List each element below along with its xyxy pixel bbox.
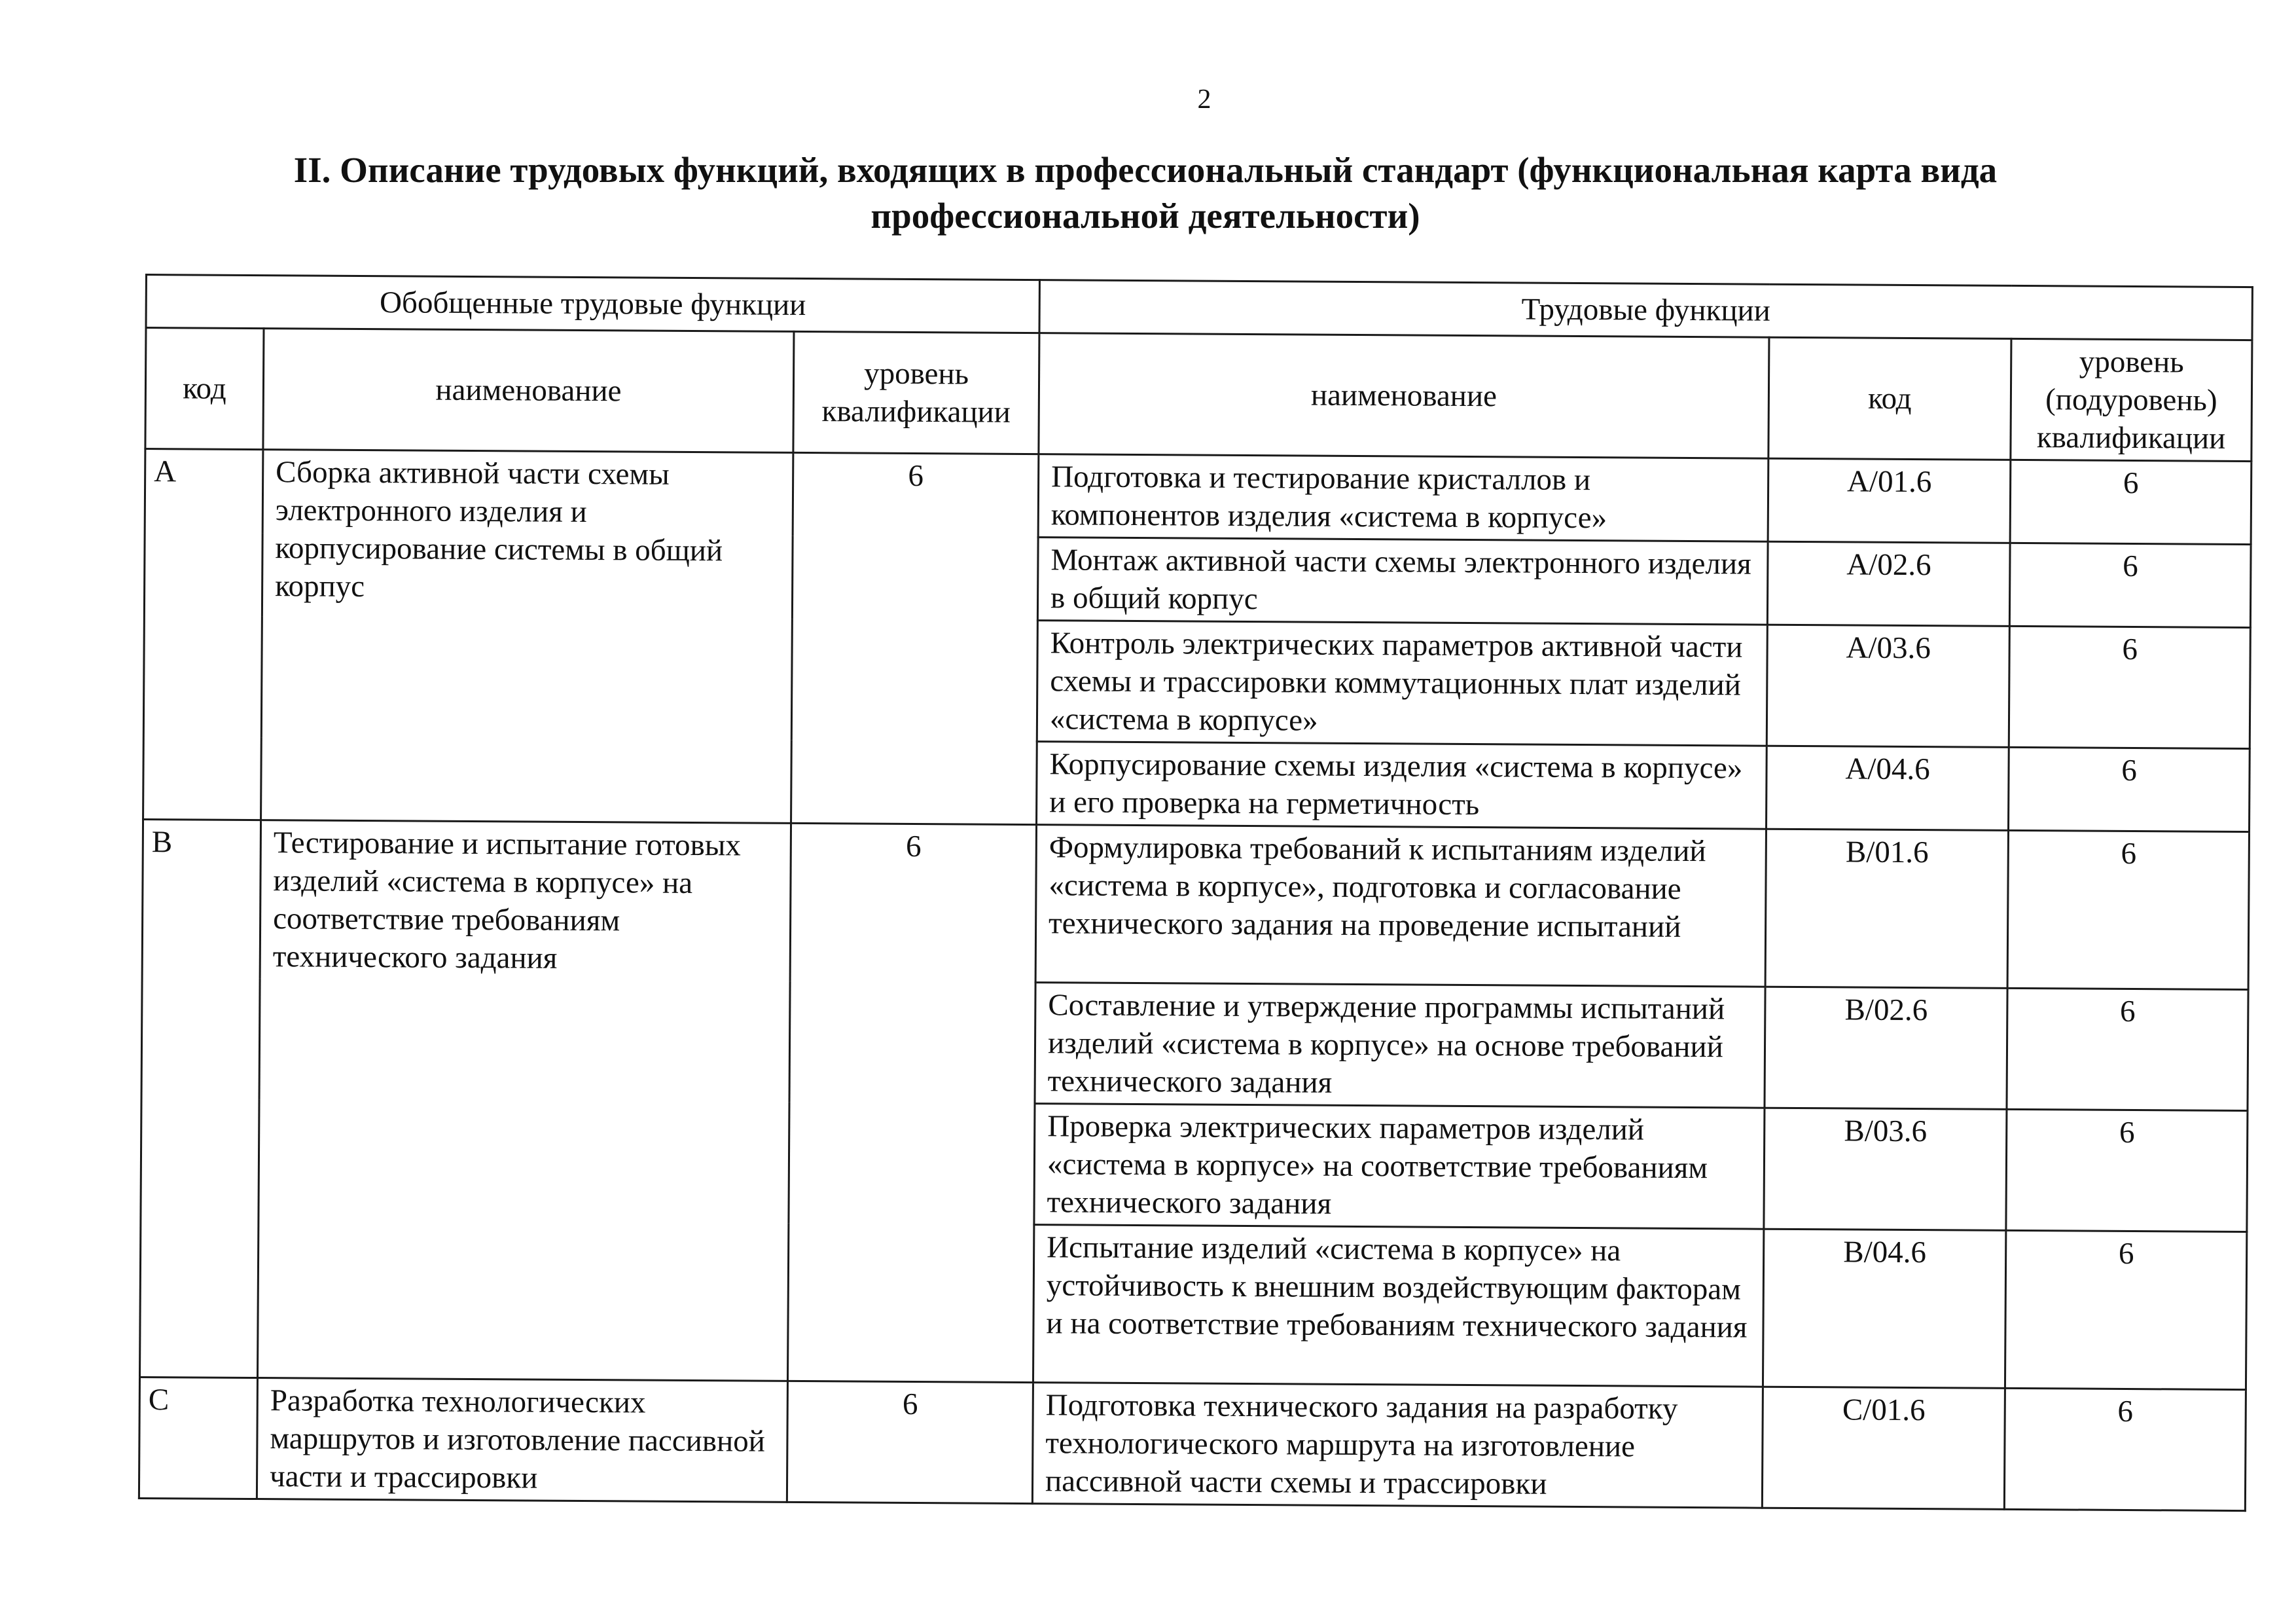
gen-code-cell: A (143, 449, 263, 820)
column-header-row (145, 328, 2252, 462)
tf-level-cell: 6 (2004, 1388, 2246, 1510)
tf-name-cell: Корпусирование схемы изделия «система в корпусе» и его проверка на герметичность (1037, 742, 1767, 830)
tf-name-cell: Испытание изделий «система в корпусе» на устойчивость к внешним воздействующим факторам и на соответствие требованиям технического задания (1033, 1225, 1763, 1387)
gen-name-cell: Разработка технологических маршрутов и изготовление пассивной части и трассировки (257, 1378, 787, 1503)
gen-code-cell: B (139, 819, 260, 1377)
tf-code-cell: B/02.6 (1765, 987, 2007, 1109)
tf-level-cell: 6 (2005, 1230, 2246, 1389)
tf-name-cell: Подготовка технического задания на разработку технологического маршрута на изготовление пассивной части схемы и трассировки (1032, 1383, 1763, 1508)
tf-name-header: наименование (1039, 333, 1769, 459)
tf-code-header: код (1768, 337, 2011, 460)
tf-code-cell: B/01.6 (1765, 829, 2008, 988)
gen-code-cell: C (139, 1377, 257, 1499)
functional-map-table-container (138, 274, 2253, 1512)
tf-level-header: уровень (подуровень) квалификации (2011, 338, 2252, 461)
tf-name-cell: Подготовка и тестирование кристаллов и компонентов изделия «система в корпусе» (1038, 454, 1768, 542)
tf-level-cell: 6 (2006, 1109, 2248, 1231)
tf-name-cell: Проверка электрических параметров изделий «система в корпусе» на соответствие требованиям технического задания (1034, 1104, 1765, 1230)
table-row (145, 449, 2251, 545)
labor-functions-header: Трудовые функции (1039, 280, 2252, 340)
tf-code-cell: A/01.6 (1768, 458, 2011, 543)
gen-name-cell: Тестирование и испытание готовых изделий «система в корпусе» на соответствие требованиям технического задания (257, 820, 791, 1381)
tf-name-cell: Контроль электрических параметров активной части схемы и трассировки коммутационных плат изделий «система в корпусе» (1037, 621, 1767, 746)
generalized-functions-header: Обобщенные трудовые функции (146, 275, 1039, 333)
tf-name-cell: Монтаж активной части схемы электронного изделия в общий корпус (1037, 538, 1768, 625)
tf-level-cell: 6 (2007, 830, 2249, 989)
tf-level-cell: 6 (2009, 747, 2250, 831)
page-number: 2 (1197, 84, 1211, 115)
tf-code-cell: B/03.6 (1764, 1108, 2007, 1230)
gen-level-cell: 6 (787, 1381, 1033, 1503)
tf-name-cell: Формулировка требований к испытаниям изделий «система в корпусе», подготовка и согласование технического задания на проведение испытаний (1035, 825, 1766, 987)
gen-name-cell: Сборка активной части схемы электронного изделия и корпусирование системы в общий корпус (261, 450, 793, 824)
tf-name-cell: Составление и утверждение программы испытаний изделий «система в корпусе» на основе требований технического задания (1035, 983, 1765, 1108)
gen-name-header: наименование (263, 329, 794, 453)
tf-code-cell: A/03.6 (1767, 625, 2009, 747)
gen-level-cell: 6 (787, 823, 1036, 1382)
tf-level-cell: 6 (2009, 626, 2250, 748)
tf-code-cell: C/01.6 (1762, 1387, 2005, 1509)
functional-map-table (138, 274, 2253, 1512)
tf-code-cell: A/02.6 (1767, 541, 2010, 626)
tf-level-cell: 6 (2010, 460, 2251, 544)
tf-code-cell: B/04.6 (1763, 1229, 2005, 1388)
tf-level-cell: 6 (2007, 988, 2248, 1110)
gen-level-header: уровень квалификации (793, 331, 1039, 454)
gen-level-cell: 6 (791, 452, 1039, 824)
table-row (142, 819, 2249, 989)
tf-level-cell: 6 (2009, 543, 2251, 627)
tf-code-cell: A/04.6 (1767, 746, 2009, 830)
gen-code-header: код (145, 328, 264, 450)
page-title: II. Описание трудовых функций, входящих в профессиональный стандарт (функциональная карта вида профессиональной деятельности) (293, 150, 1998, 236)
table-row (139, 1377, 2246, 1510)
